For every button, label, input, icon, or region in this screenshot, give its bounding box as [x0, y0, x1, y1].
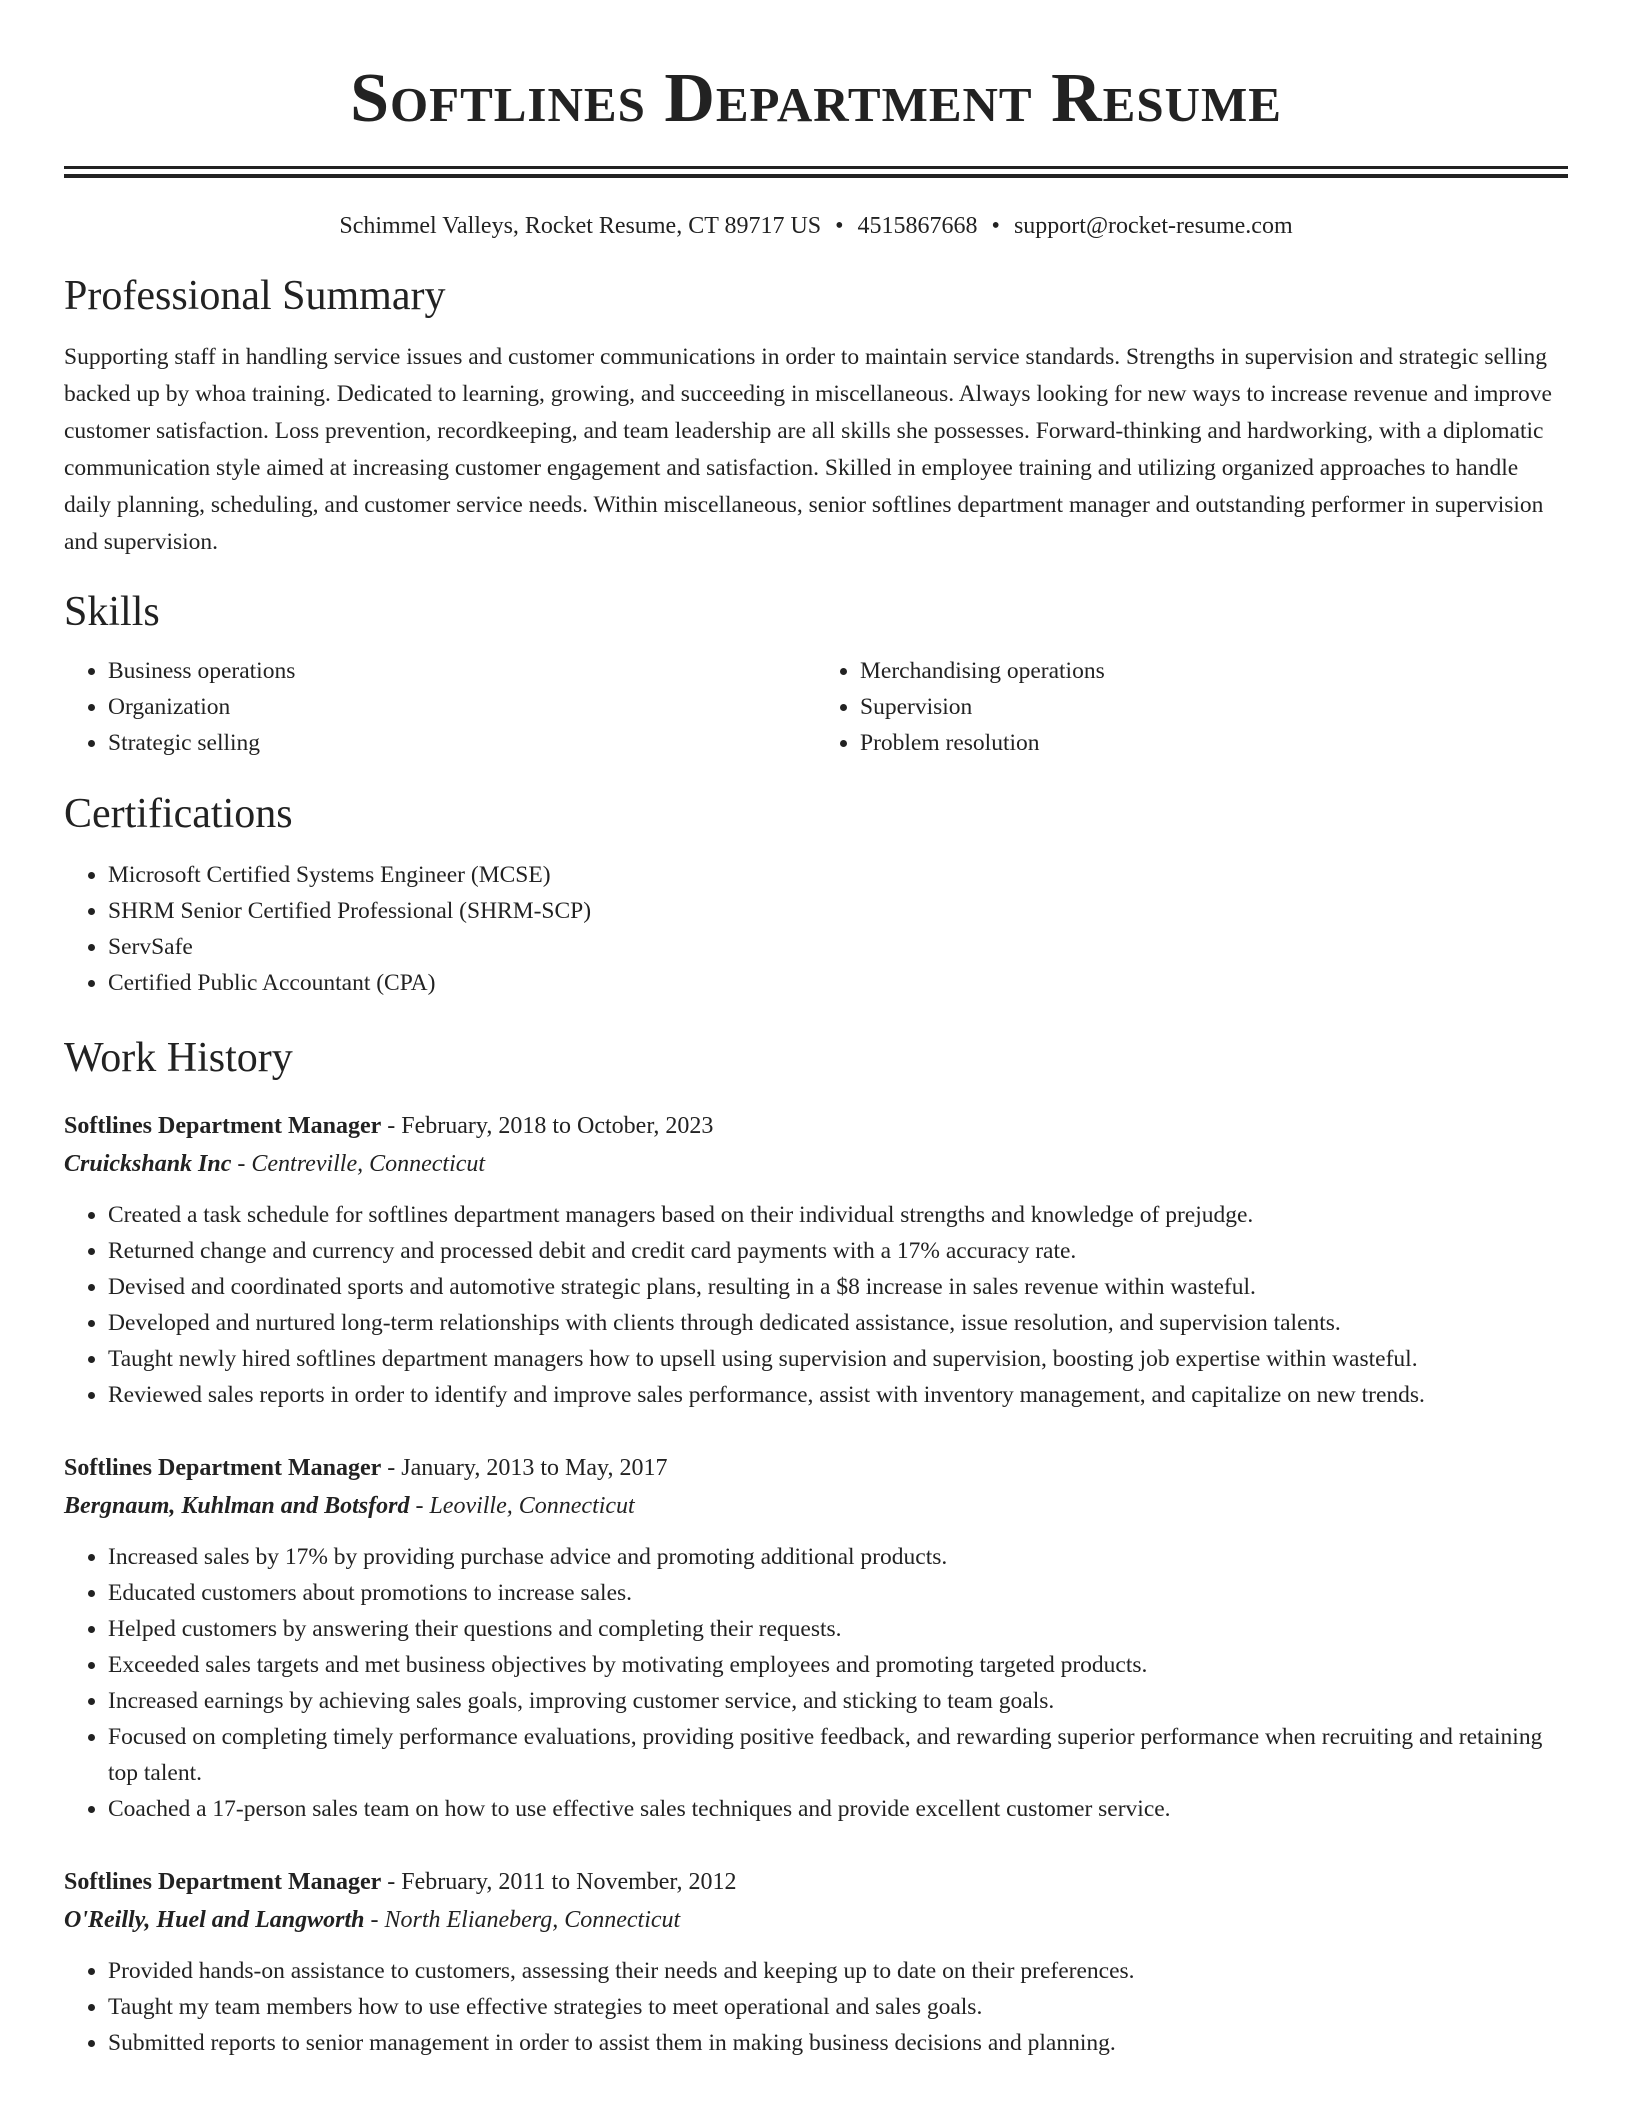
certification-item: • Microsoft Certified Systems Engineer (MCSE) [108, 857, 1568, 893]
skills-list-right [816, 653, 1568, 761]
job-bullet: • Taught my team members how to use effective strategies to meet operational and sales goals. [108, 1989, 1568, 2025]
skill-item: • Organization [108, 689, 816, 725]
job-bullets [64, 1197, 1568, 1413]
contact-separator: • [835, 213, 844, 239]
skills-list-left [64, 653, 816, 761]
job-entry [64, 1107, 1568, 1413]
job-company-line [64, 1145, 1568, 1183]
skills-heading: Skills [64, 588, 160, 635]
job-bullet: • Educated customers about promotions to increase sales. [108, 1575, 1568, 1611]
skill-item: • Supervision [860, 689, 1568, 725]
certification-item: • ServSafe [108, 929, 1568, 965]
skill-item: • Strategic selling [108, 725, 816, 761]
job-location: - North Elianeberg, Connecticut [364, 1906, 681, 1933]
skill-item: • Problem resolution [860, 725, 1568, 761]
contact-email: support@rocket-resume.com [1013, 213, 1293, 239]
job-entry [64, 1863, 1568, 2061]
contact-address: Schimmel Valleys, Rocket Resume, CT 89717 US [339, 213, 822, 239]
job-bullets [64, 1539, 1568, 1827]
summary-text: Supporting staff in handling service issues and customer communications in order to maintain service standards. Strengths in supervision and strategic selling backed up by whoa training. Dedicated to learning, growing, and succeeding in miscellaneous. Always looking for new ways to increase revenue and improve customer satisfaction. Loss prevention, recordkeeping, and team leadership are all skills she possesses. Forward-thinking and hardworking, with a diplomatic communication style aimed at increasing customer engagement and satisfaction. Skilled in employee training and utilizing organized approaches to handle daily planning, scheduling, and customer service needs. Within miscellaneous, senior softlines department manager and outstanding performer in supervision and supervision. [64, 343, 1552, 555]
certifications-heading: Certifications [64, 790, 293, 837]
job-bullet: • Coached a 17-person sales team on how to use effective sales techniques and provide excellent customer service. [108, 1791, 1568, 1827]
job-bullet: • Focused on completing timely performance evaluations, providing positive feedback, and rewarding superior performance when recruiting and retaining top talent. [108, 1719, 1568, 1791]
job-bullet: • Developed and nurtured long-term relationships with clients through dedicated assistance, issue resolution, and supervision talents. [108, 1305, 1568, 1341]
job-dates: - February, 2011 to November, 2012 [381, 1868, 737, 1895]
contact-phone: 4515867668 [857, 213, 978, 239]
skill-item: • Business operations [108, 653, 816, 689]
job-bullet: • Increased sales by 17% by providing purchase advice and promoting additional products. [108, 1539, 1568, 1575]
job-company: O'Reilly, Huel and Langworth [64, 1906, 365, 1933]
header-divider [64, 166, 1568, 178]
job-bullet: • Helped customers by answering their questions and completing their requests. [108, 1611, 1568, 1647]
certification-item: • Certified Public Accountant (CPA) [108, 965, 1568, 1001]
summary-heading: Professional Summary [64, 272, 446, 319]
job-dates: - February, 2018 to October, 2023 [381, 1112, 714, 1139]
contact-line [64, 212, 1568, 241]
certification-item: • SHRM Senior Certified Professional (SHRM-SCP) [108, 893, 1568, 929]
job-title-line [64, 1863, 1568, 1901]
job-company: Bergnaum, Kuhlman and Botsford [64, 1492, 410, 1519]
job-title-line [64, 1449, 1568, 1487]
job-bullet: • Submitted reports to senior management in order to assist them in making business decisions and planning. [108, 2025, 1568, 2061]
job-bullet: • Increased earnings by achieving sales goals, improving customer service, and sticking to team goals. [108, 1683, 1568, 1719]
contact-separator: • [991, 213, 1000, 239]
job-bullet: • Reviewed sales reports in order to identify and improve sales performance, assist with inventory management, and capitalize on new trends. [108, 1377, 1568, 1413]
job-bullet: • Returned change and currency and processed debit and credit card payments with a 17% accuracy rate. [108, 1233, 1568, 1269]
work-history-heading: Work History [64, 1034, 293, 1081]
job-company: Cruickshank Inc [64, 1150, 232, 1177]
certifications-list [64, 857, 1568, 1001]
job-title-line [64, 1107, 1568, 1145]
skill-item: • Merchandising operations [860, 653, 1568, 689]
job-bullet: • Provided hands-on assistance to customers, assessing their needs and keeping up to date on their preferences. [108, 1953, 1568, 1989]
job-location: - Centreville, Connecticut [231, 1150, 486, 1177]
job-bullet: • Exceeded sales targets and met business objectives by motivating employees and promoting targeted products. [108, 1647, 1568, 1683]
job-title: Softlines Department Manager [64, 1454, 382, 1481]
job-company-line [64, 1487, 1568, 1525]
job-bullet: • Created a task schedule for softlines department managers based on their individual strengths and knowledge of prejudge. [108, 1197, 1568, 1233]
skills-section [64, 653, 1568, 761]
resume-page [64, 0, 1568, 2061]
job-company-line [64, 1901, 1568, 1939]
job-bullets [64, 1953, 1568, 2061]
job-location: - Leoville, Connecticut [409, 1492, 635, 1519]
resume-name: Softlines Department Resume [350, 60, 1282, 137]
job-dates: - January, 2013 to May, 2017 [381, 1454, 668, 1481]
job-title: Softlines Department Manager [64, 1112, 382, 1139]
job-bullet: • Devised and coordinated sports and automotive strategic plans, resulting in a $8 increase in sales revenue within wasteful. [108, 1269, 1568, 1305]
job-bullet: • Taught newly hired softlines department managers how to upsell using supervision and supervision, boosting job expertise within wasteful. [108, 1341, 1568, 1377]
job-title: Softlines Department Manager [64, 1868, 382, 1895]
job-entry [64, 1449, 1568, 1827]
